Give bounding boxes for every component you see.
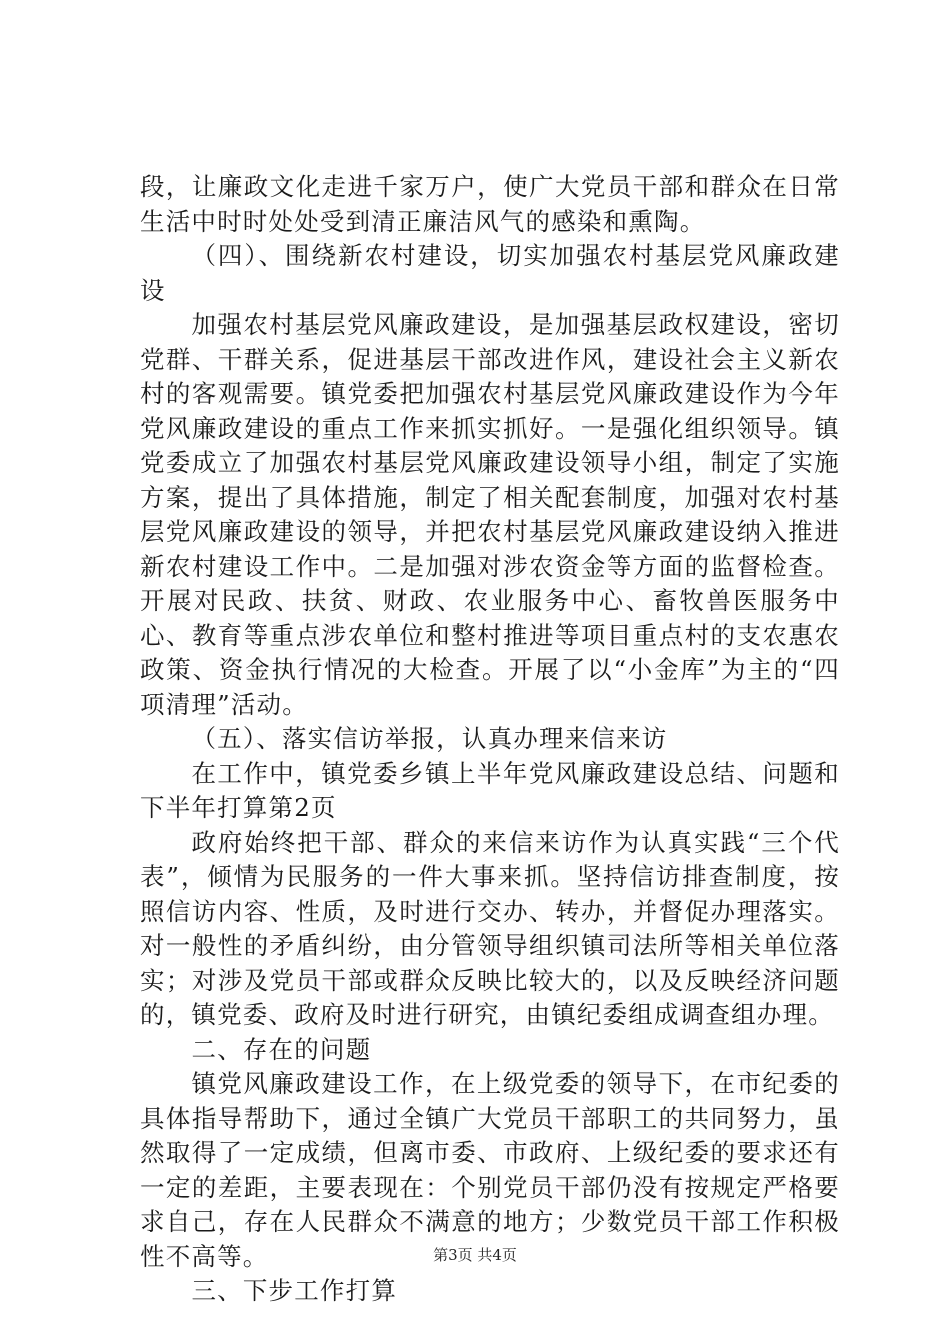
paragraph-rural-construction: 加强农村基层党风廉政建设，是加强基层政权建设，密切党群、干群关系，促进基层干部改进作风，建设社会主义新农村的客观需要。镇党委把加强农村基层党风廉政建设作为今年党风廉政建设的重点工作来抓实抓好。一是强化组织领导。镇党委成立了加强农村基层党风廉政建设领导小组，制定了实施方案，提出了具体措施，制定了相关配套制度，加强对农村基层党风廉政建设的领导，并把农村基层党风廉政建设纳入推进新农村建设工作中。二是加强对涉农资金等方面的监督检查。开展对民政、扶贫、财政、农业服务中心、畜牧兽医服务中心、教育等重点涉农单位和整村推进等项目重点村的支农惠农政策、资金执行情况的大检查。开展了以“小金库”为主的“四项清理”活动。: [140, 310, 840, 719]
paragraph-petitions: 政府始终把干部、群众的来信来访作为认真实践“三个代表”，倾情为民服务的一件大事来抓。坚持信访排查制度，按照信访内容、性质，及时进行交办、转办，并督促办理落实。对一般性的矛盾纠纷，由分管领导组织镇司法所等相关单位落实；对涉及党员干部或群众反映比较大的，以及反映经济问题的，镇党委、政府及时进行研究，由镇纪委组成调查组办理。: [140, 827, 840, 1029]
section-heading-problems: 二、存在的问题: [191, 1034, 372, 1064]
section-heading-next-steps: 三、下步工作打算: [191, 1276, 398, 1305]
paragraph-work-intro: 在工作中，镇党委乡镇上半年党风廉政建设总结、问题和下半年打算第2页: [140, 758, 840, 822]
section-heading-5: （五）、落实信访举报，认真办理来信来访: [191, 724, 668, 753]
page-footer: 第3页 共4页: [433, 1246, 517, 1264]
section-heading-4: （四）、围绕新农村建设，切实加强农村基层党风廉政建设: [140, 241, 840, 305]
paragraph-problems: 镇党风廉政建设工作，在上级党委的领导下，在市纪委的具体指导帮助下，通过全镇广大党员干部职工的共同努力，虽然取得了一定成绩，但离市委、市政府、上级纪委的要求还有一定的差距，主要表现在：个别党员干部仍没有按规定严格要求自己，存在人民群众不满意的地方；少数党员干部工作积极性不高等。: [140, 1069, 840, 1271]
document-body: [140, 170, 840, 1309]
paragraph-continuation: 段，让廉政文化走进千家万户，使广大党员干部和群众在日常生活中时时处处受到清正廉洁风气的感染和熏陶。: [140, 172, 840, 236]
